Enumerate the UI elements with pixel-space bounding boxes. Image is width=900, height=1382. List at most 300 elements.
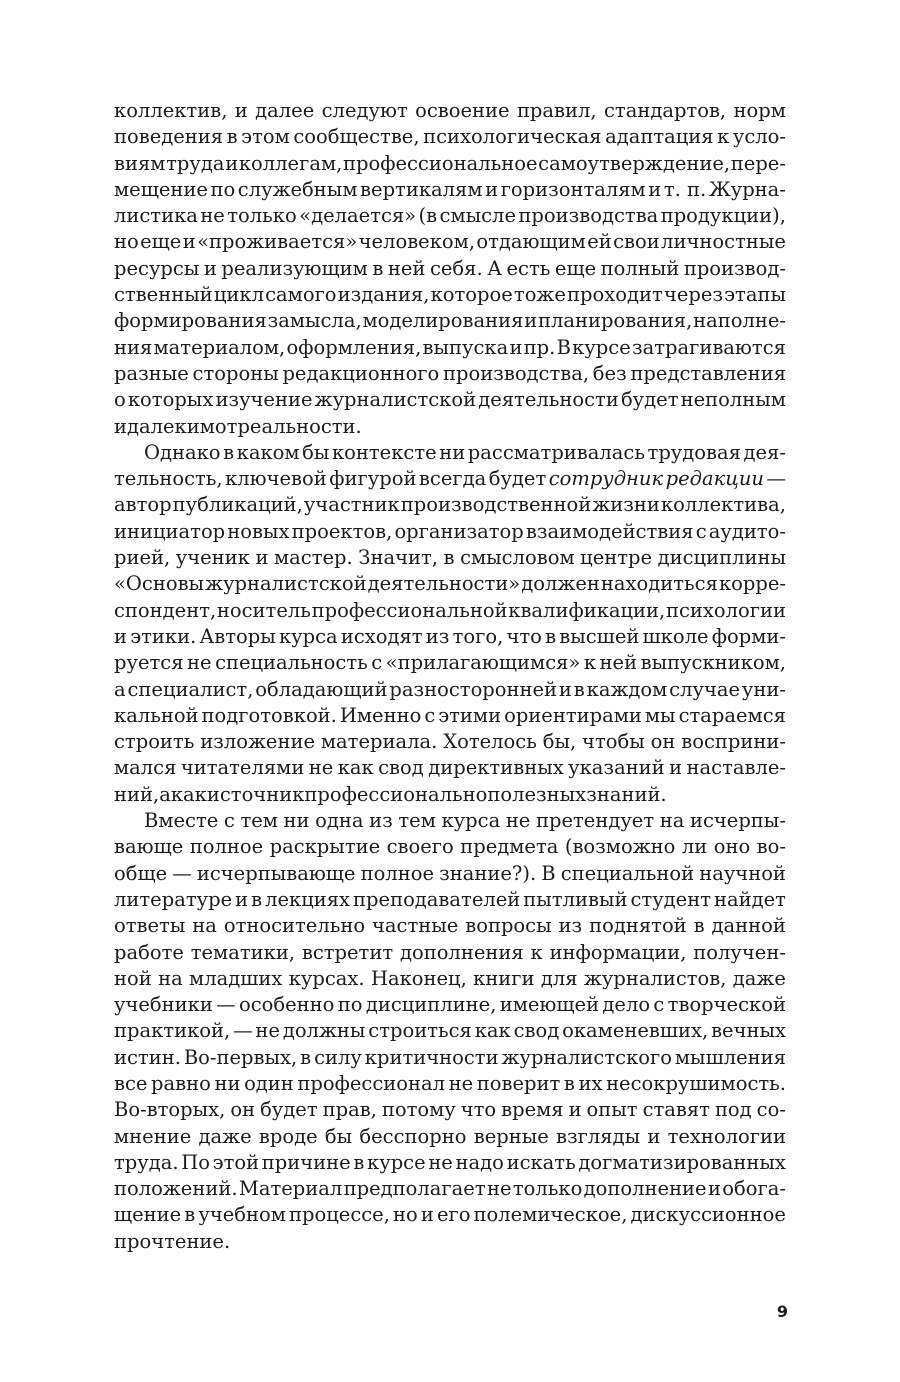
- word: должен: [521, 572, 600, 596]
- word: пр.: [523, 335, 556, 359]
- word: несокрушимость.: [606, 1071, 786, 1095]
- word: исчерпывающе: [196, 861, 356, 885]
- word: корре-: [718, 572, 786, 596]
- word: курса: [441, 809, 501, 833]
- word: взаимодействия: [525, 519, 694, 543]
- paragraph: [114, 808, 786, 1255]
- word: освоение: [415, 99, 510, 122]
- word: самоутверждение,: [538, 151, 731, 175]
- text-line: [114, 808, 786, 834]
- word: случае: [669, 677, 740, 701]
- word: с: [653, 993, 665, 1017]
- word: и: [669, 756, 683, 780]
- word: его: [436, 1203, 471, 1227]
- text-line: [114, 124, 786, 150]
- word: взгляды: [556, 1124, 641, 1148]
- word: далее: [255, 99, 315, 122]
- word: этом: [241, 125, 290, 149]
- word: равно: [151, 1071, 211, 1095]
- word: в: [545, 624, 557, 648]
- paragraph: [114, 98, 786, 440]
- word: всегда: [418, 467, 487, 491]
- text-line: [114, 782, 786, 808]
- word: мещение: [114, 177, 208, 201]
- word: будет: [620, 388, 679, 412]
- word: полное: [189, 835, 264, 859]
- word: встретит: [301, 940, 394, 964]
- word: материалом,: [153, 335, 286, 359]
- word: бесспорно: [359, 1124, 467, 1148]
- word: с: [371, 651, 383, 675]
- word: проектов,: [291, 519, 393, 543]
- word: разные: [114, 361, 189, 385]
- word: коллегам,: [238, 151, 343, 175]
- word: и: [707, 1177, 721, 1201]
- word: по: [337, 993, 363, 1017]
- word: верные: [473, 1124, 549, 1148]
- word: выпуска: [422, 335, 509, 359]
- word: —: [216, 993, 236, 1017]
- word: бы: [324, 1124, 353, 1148]
- word: преподавателей: [353, 887, 521, 911]
- text-line: [114, 1097, 786, 1123]
- text-line: [114, 1150, 786, 1176]
- body-text: [114, 98, 786, 1255]
- text-line: [114, 545, 786, 571]
- word: оно: [713, 835, 751, 859]
- word: разносторонней: [389, 677, 558, 701]
- text-line: [114, 440, 786, 466]
- word: даже: [732, 966, 786, 990]
- word: тем: [398, 809, 436, 833]
- word: будет: [488, 467, 547, 491]
- word: ставят: [642, 1098, 710, 1122]
- word: жизни: [592, 493, 660, 517]
- text-line: [114, 282, 786, 308]
- word: надо: [455, 1150, 504, 1174]
- word: выпускником,: [640, 651, 786, 675]
- text-line: [114, 940, 786, 966]
- word: и: [235, 887, 249, 911]
- word: курсе: [572, 335, 631, 359]
- word: Наконец,: [370, 966, 467, 990]
- word: самого: [265, 283, 337, 307]
- word: и: [647, 1124, 661, 1148]
- word: далеким: [127, 414, 215, 438]
- word: В: [556, 335, 571, 359]
- word: курса: [278, 624, 338, 648]
- word: и: [524, 309, 538, 333]
- word: не: [486, 1177, 512, 1201]
- word: материала.: [320, 730, 438, 754]
- word: претендует: [535, 809, 655, 833]
- word: получен-: [693, 940, 786, 964]
- word: раскрытие: [269, 835, 381, 859]
- word: книги: [473, 966, 535, 990]
- word: все: [114, 1071, 148, 1095]
- word: «прилагающимся»: [385, 651, 581, 675]
- text-line: [114, 703, 786, 729]
- word: в: [300, 1045, 312, 1069]
- word: кальной: [114, 703, 199, 727]
- word: ней: [387, 256, 426, 280]
- text-line: [114, 729, 786, 755]
- text-line: [114, 1018, 786, 1044]
- word: тоже: [513, 283, 566, 307]
- word: из: [369, 809, 393, 833]
- word: листика: [114, 204, 198, 228]
- word: но: [114, 230, 139, 254]
- word: т. п.: [663, 177, 707, 201]
- word: свод: [378, 756, 424, 780]
- word: ресурсы: [114, 256, 200, 280]
- word: профессиональное: [342, 151, 538, 175]
- word: мастер.: [274, 546, 353, 570]
- word: ответы: [114, 914, 186, 938]
- word: этапы: [724, 283, 786, 307]
- word: представления: [630, 361, 786, 385]
- word: вающе: [114, 835, 184, 859]
- word: дискуссионное: [630, 1203, 786, 1227]
- word: тематики,: [190, 940, 296, 964]
- word: которых: [127, 388, 214, 412]
- word: затрагиваются: [631, 335, 786, 359]
- word: Журна-: [708, 177, 786, 201]
- word: деятельности»: [367, 572, 521, 596]
- word: знаний.: [586, 782, 667, 806]
- word: этой: [212, 1150, 260, 1174]
- word: строить: [114, 730, 195, 754]
- word: этими: [438, 703, 502, 727]
- word: на: [192, 914, 217, 938]
- word: чтобы: [582, 730, 645, 754]
- word: личностные: [661, 230, 786, 254]
- word: особенно: [238, 993, 335, 1017]
- word: причине: [261, 1150, 351, 1174]
- word: Вместе: [144, 809, 219, 833]
- word: издания,: [337, 283, 430, 307]
- word: реальности.: [237, 414, 362, 438]
- word: но: [393, 1203, 418, 1227]
- word: должны: [282, 1019, 366, 1043]
- word: под: [714, 1098, 752, 1122]
- word: обога-: [722, 1177, 786, 1201]
- text-line: [114, 1229, 786, 1255]
- word: «Основы: [114, 572, 205, 596]
- word: ученик: [175, 546, 250, 570]
- word: работе: [114, 940, 184, 964]
- word: и: [648, 177, 662, 201]
- word: производства,: [442, 361, 590, 385]
- word: рией,: [114, 546, 171, 570]
- text-line: [114, 151, 786, 177]
- text-line: [114, 1176, 786, 1202]
- word: в: [693, 914, 705, 938]
- word: на: [659, 809, 685, 833]
- word: только: [512, 1177, 583, 1201]
- word: в: [353, 1150, 365, 1174]
- word: предполагает: [343, 1177, 486, 1201]
- word: подготовкой.: [201, 703, 337, 727]
- word: прав,: [322, 1098, 377, 1122]
- word: участник: [303, 493, 400, 517]
- word: Значит,: [358, 546, 438, 570]
- word: тельность,: [114, 467, 223, 491]
- word: себя.: [429, 256, 483, 280]
- word: ориентирами: [504, 703, 642, 727]
- word: того,: [452, 624, 504, 648]
- word: спондент,: [114, 598, 217, 622]
- word: труда.: [114, 1150, 179, 1174]
- word: ни: [214, 1071, 241, 1095]
- word: положений.: [114, 1177, 238, 1201]
- word: профессионал: [297, 1071, 446, 1095]
- word: и: [558, 677, 572, 701]
- word: догматизированных: [578, 1150, 786, 1174]
- word: потому: [381, 1098, 456, 1122]
- word: по: [210, 177, 236, 201]
- word: практикой,: [114, 1019, 231, 1043]
- word: исчерпы-: [689, 809, 786, 833]
- word: и: [114, 624, 127, 648]
- word: не: [308, 756, 334, 780]
- word: будет: [260, 1098, 318, 1122]
- word: в: [563, 1071, 575, 1095]
- word: в: [443, 546, 455, 570]
- word: полемическое,: [473, 1203, 628, 1227]
- word: специальность: [215, 651, 368, 675]
- word: из: [425, 624, 450, 648]
- word: редакции: [665, 467, 764, 491]
- word: их: [578, 1071, 603, 1095]
- word: он: [230, 1098, 256, 1122]
- word: найдет: [714, 887, 786, 911]
- word: не: [200, 204, 225, 228]
- word: профессионально: [304, 782, 488, 806]
- word: во-: [756, 835, 786, 859]
- word: с: [424, 703, 436, 727]
- text-line: [114, 229, 786, 255]
- word: полный: [600, 256, 680, 280]
- word: и: [568, 1098, 582, 1122]
- word: прочтение.: [114, 1229, 231, 1253]
- text-line: [114, 203, 786, 229]
- text-line: [114, 308, 786, 334]
- word: ни: [439, 440, 466, 464]
- word: редакционного: [282, 361, 440, 385]
- text-line: [114, 1045, 786, 1071]
- word: лекциях: [265, 887, 351, 911]
- text-line: [114, 98, 786, 124]
- word: еще: [554, 256, 597, 280]
- word: цикл: [213, 283, 264, 307]
- word: как: [170, 782, 207, 806]
- word: центре: [580, 546, 653, 570]
- word: и: [182, 230, 196, 254]
- word: дисциплине,: [365, 993, 497, 1017]
- word: новых: [227, 519, 290, 543]
- word: замысла,: [267, 309, 362, 333]
- word: и: [255, 546, 269, 570]
- word: стандартов,: [603, 99, 727, 122]
- word: ли: [681, 835, 708, 859]
- word: на: [158, 966, 183, 990]
- word: моделирования: [362, 309, 524, 333]
- word: не: [187, 651, 212, 675]
- word: каждом: [586, 677, 668, 701]
- word: вроде: [258, 1124, 318, 1148]
- word: А: [487, 256, 502, 280]
- word: и: [225, 151, 239, 175]
- word: поднятой: [589, 914, 687, 938]
- word: инициатор: [114, 519, 226, 543]
- word: психологическая: [423, 125, 602, 149]
- text-line: [114, 887, 786, 913]
- word: время: [501, 1098, 564, 1122]
- page-number: 9: [776, 1302, 788, 1321]
- word: силу: [314, 1045, 362, 1069]
- word: младших: [189, 966, 283, 990]
- word: а: [159, 782, 171, 806]
- word: в: [184, 1203, 196, 1227]
- word: он: [650, 730, 676, 754]
- word: Материал: [238, 1177, 343, 1201]
- word: ключевой: [225, 467, 327, 491]
- word: процессе,: [289, 1203, 390, 1227]
- word: а: [114, 677, 126, 701]
- word: планирования,: [537, 309, 693, 333]
- word: психологии: [665, 598, 786, 622]
- word: знание?).: [439, 861, 537, 885]
- word: поверит: [476, 1071, 561, 1095]
- word: ней: [599, 651, 638, 675]
- word: квалификации,: [508, 598, 666, 622]
- word: публикаций,: [172, 493, 303, 517]
- word: читателями: [180, 756, 305, 780]
- word: находиться: [600, 572, 718, 596]
- word: ей: [587, 230, 612, 254]
- word: неполным: [680, 388, 786, 412]
- word: не: [448, 1071, 474, 1095]
- word: бы: [302, 440, 330, 464]
- word: каком: [236, 440, 300, 464]
- word: изложение: [200, 730, 315, 754]
- word: сотрудник: [548, 467, 664, 491]
- word: дополнения: [399, 940, 524, 964]
- word: к: [583, 651, 597, 675]
- text-line: [114, 387, 786, 413]
- word: не: [255, 1019, 280, 1043]
- word: (в: [418, 204, 438, 228]
- text-line: [114, 598, 786, 624]
- word: носитель: [216, 598, 311, 622]
- word: опыт: [586, 1098, 638, 1122]
- text-line: [114, 861, 786, 887]
- word: для: [540, 966, 578, 990]
- word: имеющей: [499, 993, 600, 1017]
- word: полное: [360, 861, 434, 885]
- word: следуют: [321, 99, 408, 122]
- text-line: [114, 1202, 786, 1228]
- word: бы,: [542, 730, 577, 754]
- word: ний,: [114, 782, 160, 806]
- word: учебном: [198, 1203, 286, 1227]
- text-line: [114, 519, 786, 545]
- text-line: [114, 335, 786, 361]
- text-line: [114, 624, 786, 650]
- word: в: [223, 440, 235, 464]
- word: формирования: [114, 309, 267, 333]
- word: профессиональной: [311, 598, 508, 622]
- word: Хотелось: [443, 730, 537, 754]
- word: ной: [114, 966, 152, 990]
- word: технологии: [667, 1124, 786, 1148]
- word: журналистской: [314, 388, 477, 412]
- word: руется: [114, 651, 184, 675]
- text-line: [114, 177, 786, 203]
- word: указаний: [568, 756, 665, 780]
- text-line: [114, 492, 786, 518]
- word: в: [226, 125, 238, 149]
- word: и: [203, 256, 217, 280]
- word: труда: [166, 151, 225, 175]
- word: студент: [630, 887, 711, 911]
- text-line: [114, 834, 786, 860]
- word: смысле: [439, 204, 516, 228]
- text-line: [114, 361, 786, 387]
- word: —: [233, 1019, 253, 1043]
- word: дополнение: [583, 1177, 707, 1201]
- word: не: [505, 809, 531, 833]
- text-line: [114, 571, 786, 597]
- word: и: [485, 177, 499, 201]
- word: и: [420, 1203, 434, 1227]
- text-line: [114, 755, 786, 781]
- word: с: [223, 809, 235, 833]
- word: наполне-: [693, 309, 786, 333]
- word: мался: [114, 756, 177, 780]
- text-line: [114, 256, 786, 282]
- word: вопросы: [465, 914, 552, 938]
- word: коллектив,: [114, 99, 228, 122]
- word: деятельности: [478, 388, 619, 412]
- word: частные: [372, 914, 459, 938]
- word: журналистского: [501, 1045, 672, 1069]
- word: только: [227, 204, 297, 228]
- word: мы: [644, 703, 676, 727]
- word: еще: [140, 230, 182, 254]
- word: смысловом: [460, 546, 575, 570]
- word: в: [573, 677, 585, 701]
- word: директивных: [428, 756, 564, 780]
- word: что: [506, 624, 542, 648]
- word: дисциплины: [657, 546, 786, 570]
- word: есть: [506, 256, 551, 280]
- word: тем: [240, 809, 278, 833]
- word: из: [558, 914, 583, 938]
- word: стараемся: [678, 703, 786, 727]
- word: В: [541, 861, 556, 885]
- text-line: [114, 466, 786, 492]
- word: пытливый: [523, 887, 628, 911]
- word: фигурой: [329, 467, 417, 491]
- word: и: [509, 335, 523, 359]
- word: литературе: [114, 887, 233, 911]
- word: истин.: [114, 1045, 181, 1069]
- word: информации,: [549, 940, 687, 964]
- word: форми-: [711, 624, 786, 648]
- word: без: [592, 361, 627, 385]
